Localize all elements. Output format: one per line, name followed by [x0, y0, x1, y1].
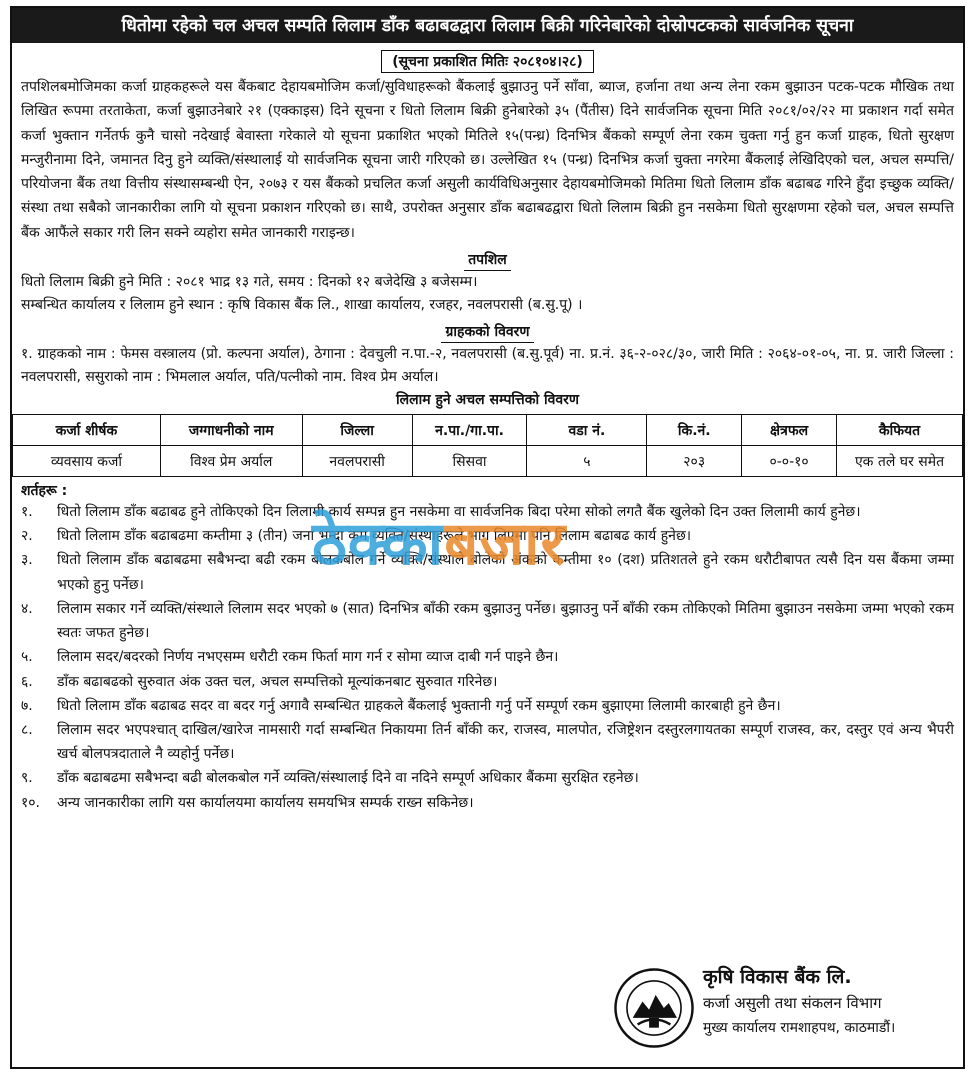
bank-seal-icon: [613, 967, 695, 1049]
property-heading-row: [12, 391, 963, 410]
published-date: (सूचना प्रकाशित मितिः २०८१०४।२८): [381, 50, 594, 73]
list-item: [21, 766, 954, 790]
bank-text-block: [703, 963, 895, 1041]
list-item: [21, 694, 954, 718]
property-heading: लिलाम हुने अचल सम्पत्तिको विवरण: [396, 392, 579, 409]
cell-district: नवलपरासी: [302, 446, 412, 477]
condition-number: ६.: [21, 673, 33, 690]
condition-text: लिलाम सदर/बदरको निर्णय नभएसम्म धरौटी रकम फिर्ता माग गर्न र सोमा व्याज दाबी गर्न पाइने छैन।: [57, 649, 559, 666]
condition-number: २.: [21, 528, 33, 545]
intro-paragraph: तपशिलबमोजिमका कर्जा ग्राहकहरूले यस बैंकबाट देहायबमोजिम कर्जा/सुविधाहरूको बैंकलाई बुझाउनु पर्ने साँवा, ब्याज, हर्जाना तथा अन्य लेना रकम बुझाउन पटक-पटक मौखिक तथा लिखित रूपमा तरताकेता, कर्जा बुझाउनेबारे २१ (एक्काइस) दिने सूचना र धितो लिलाम बिक्री हुनेबारेको ३५ (पैंतीस) दिने सार्वजनिक सूचना मिति २०८१/०२/२२ मा प्रकाशन गर्दा समेत कर्जा भुक्तान गर्नेतर्फ कुनै चासो नदेखाई बेवास्ता गरेकाले यो सूचना प्रकाशित भएको मितिले १५(पन्ध्र) दिनभित्र बैंकको सम्पूर्ण लेना रकम चुक्ता गर्नु हुन कर्जा ग्राहक, धितो सुरक्षण मन्जुरीनामा दिने, जमानत दिनु हुने व्यक्ति/संस्थालाई यो सार्वजनिक सूचना जारी गरिएको छ। उल्लेखित १५ (पन्ध्र) दिनभित्र कर्जा चुक्ता नगरेमा बैंकलाई लेखिदिएको चल, अचल सम्पत्ति/परियोजना बैंक तथा वित्तीय संस्थासम्बन्धी ऐन, २०७३ र यस बैंकको प्रचलित कर्जा असुली कार्यविधिअनुसार देहायबमोजिमको मितिमा धितो लिलाम डाँक बढाबढ गरिने हुँदा इच्छुक व्यक्ति/संस्था तथा सबैको जानकारीका लागि यो सूचना प्रकाशन गरिएको छ। साथै, उपरोक्त अनुसार डाँक बढाबढद्वारा धितो लिलाम बिक्री हुन नसकेमा धितो सुरक्षणमा रहेको चल, अचल सम्पत्ति बैंक आफैंले सकार गरी लिन सक्ने व्यहोरा समेत जानकारी गराइन्छ।: [21, 79, 954, 241]
list-item: [21, 718, 954, 766]
watermark-part-a: ठेक्का: [312, 509, 445, 579]
list-item: [21, 670, 954, 694]
signature-block: [613, 963, 953, 1059]
cell-plot-number: २०३: [647, 446, 742, 477]
bank-name: कृषि विकास बैंक लि.: [703, 966, 852, 988]
col-remarks: कैफियत: [837, 415, 963, 446]
details-heading-row: [12, 251, 963, 271]
watermark-part-b: बजार: [444, 509, 567, 579]
condition-number: ५.: [21, 649, 33, 666]
col-ward: वडा नं.: [527, 415, 647, 446]
cell-owner-name: विश्व प्रेम अर्याल: [160, 446, 302, 477]
condition-number: ७.: [21, 697, 33, 714]
condition-number: ९.: [21, 770, 33, 787]
property-header-row: [13, 415, 963, 446]
condition-text: धितो लिलाम डाँक बढाबढमा कम्तीमा ३ (तीन) जना भन्दा कम व्यक्ति/संस्थाहरूले भाग लिएमा पनि लिलाम बढाबढ कार्य हुनेछ।: [57, 528, 692, 545]
condition-text: लिलाम सदर भएपश्चात् दाखिल/खारेज नामसारी गर्दा सम्बन्धित निकायमा तिर्न बाँकी कर, राजस्व, मालपोत, रजिष्ट्रेशन दस्तुरलगायतका सम्पूर्ण राजस्व, कर, दस्तुर एवं अन्य भैपरी खर्च बोलपत्रदाताले नै व्यहोर्नु पर्नेछ।: [57, 721, 954, 763]
condition-text: डाँक बढाबढमा सबैभन्दा बढी बोलकबोल गर्ने व्यक्ति/संस्थालाई दिने वा नदिने सम्पूर्ण अधिकार बैंकमा सुरक्षित रहनेछ।: [57, 770, 639, 787]
condition-text: धितो लिलाम डाँक बढाबढ सदर वा बदर गर्नु अगावै सम्बन्धित ग्राहकले बैंकलाई भुक्तानी गर्नु पर्ने सम्पूर्ण रकम बुझाएमा लिलामी कारबाही हुने छैन।: [57, 697, 781, 714]
col-loan-title: कर्जा शीर्षक: [13, 415, 161, 446]
details-heading: तपशिल: [464, 251, 511, 271]
notice-title: धितोमा रहेको चल अचल सम्पति लिलाम डाँक बढाबढद्वारा लिलाम बिक्री गरिनेबारेको दोस्रोपटकको सार्वजनिक सूचना: [12, 8, 963, 43]
customer-heading: ग्राहकको विवरण: [441, 323, 533, 343]
customer-heading-row: [12, 323, 963, 343]
cell-remarks: एक तले घर समेत: [837, 446, 963, 477]
department-name: कर्जा असुली तथा संकलन विभाग: [703, 994, 882, 1012]
list-item: [21, 597, 954, 645]
list-item: [21, 791, 954, 815]
condition-number: ३.: [21, 552, 33, 569]
condition-text: अन्य जानकारीका लागि यस कार्यालयमा कार्यालय समयभित्र सम्पर्क राख्न सकिनेछ।: [57, 794, 474, 811]
condition-number: ८.: [21, 721, 33, 738]
notice-page: [10, 6, 965, 1069]
cell-ward: ५: [527, 446, 647, 477]
conditions-heading: शर्तहरू :: [21, 483, 68, 500]
col-plot-number: कि.नं.: [647, 415, 742, 446]
col-municipality: न.पा./गा.पा.: [412, 415, 527, 446]
col-area: क्षेत्रफल: [742, 415, 837, 446]
auction-location-line: सम्बन्धित कार्यालय र लिलाम हुने स्थान : कृषि विकास बैंक लि., शाखा कार्यालय, रजहर, नवलपरासी (ब.सु.पू) ।: [21, 297, 583, 314]
cell-municipality: सिसवा: [412, 446, 527, 477]
condition-text: लिलाम सकार गर्ने व्यक्ति/संस्थाले लिलाम सदर भएको ७ (सात) दिनभित्र बाँकी रकम बुझाउनु पर्नेछ। बुझाउनु पर्ने बाँकी रकम तोकिएको मितिमा बुझाउन नसकेमा जम्मा भएको रकम स्वतः जफत हुनेछ।: [57, 600, 954, 642]
condition-number: १.: [21, 504, 33, 521]
property-table: [12, 414, 963, 477]
condition-number: १०.: [21, 794, 41, 811]
condition-text: धितो लिलाम डाँक बढाबढमा सबैभन्दा बढी रकम बोलकबोल गर्ने व्यक्ति/संस्थाले बोलेको अंकको कम्तीमा १० (दश) प्रतिशतले हुने रकम धरौटीबापत त्यसै दिन यस बैंकमा जम्मा भएको हुनु पर्नेछ।: [57, 552, 954, 593]
condition-text: धितो लिलाम डाँक बढाबढ हुने तोकिएको दिन लिलामी कार्य सम्पन्न हुन नसकेमा वा सार्वजनिक बिदा परेमा सोको लगतै बैंक खुलेको दिन उक्त लिलामी कार्य हुनेछ।: [57, 504, 861, 521]
published-date-row: [12, 50, 963, 73]
cell-loan-title: व्यवसाय कर्जा: [13, 446, 161, 477]
list-item: [21, 645, 954, 669]
col-owner-name: जग्गाधनीको नाम: [160, 415, 302, 446]
condition-text: डाँक बढाबढको सुरुवात अंक उक्त चल, अचल सम्पत्तिको मूल्यांकनबाट सुरुवात गरिनेछ।: [57, 673, 498, 690]
condition-number: ४.: [21, 600, 33, 617]
cell-area: ०-०-१०: [742, 446, 837, 477]
watermark-logo: [312, 500, 566, 582]
office-address: मुख्य कार्यालय रामशाहपथ, काठमाडौं।: [703, 1020, 896, 1036]
col-district: जिल्ला: [302, 415, 412, 446]
table-row: [13, 446, 963, 477]
auction-date-line: धितो लिलाम बिक्री हुने मिति : २०८१ भाद्र १३ गते, समय : दिनको १२ बजेदेखि ३ बजेसम्म।: [21, 274, 478, 291]
customer-details: १. ग्राहकको नाम : फेमस वस्त्रालय (प्रो. कल्पना अर्याल), ठेगाना : देवचुली न.पा.-२, नवलपरासी (ब.सु.पूर्व) ना. प्र.नं. ३६-२-०२८/३०, जारी मिति : २०६४-०१-०५, ना. प्र. जारी जिल्ला : नवलपरासी, ससुराको नाम : भिमलाल अर्याल, पति/पत्नीको नाम. विश्व प्रेम अर्याल।: [21, 346, 954, 386]
